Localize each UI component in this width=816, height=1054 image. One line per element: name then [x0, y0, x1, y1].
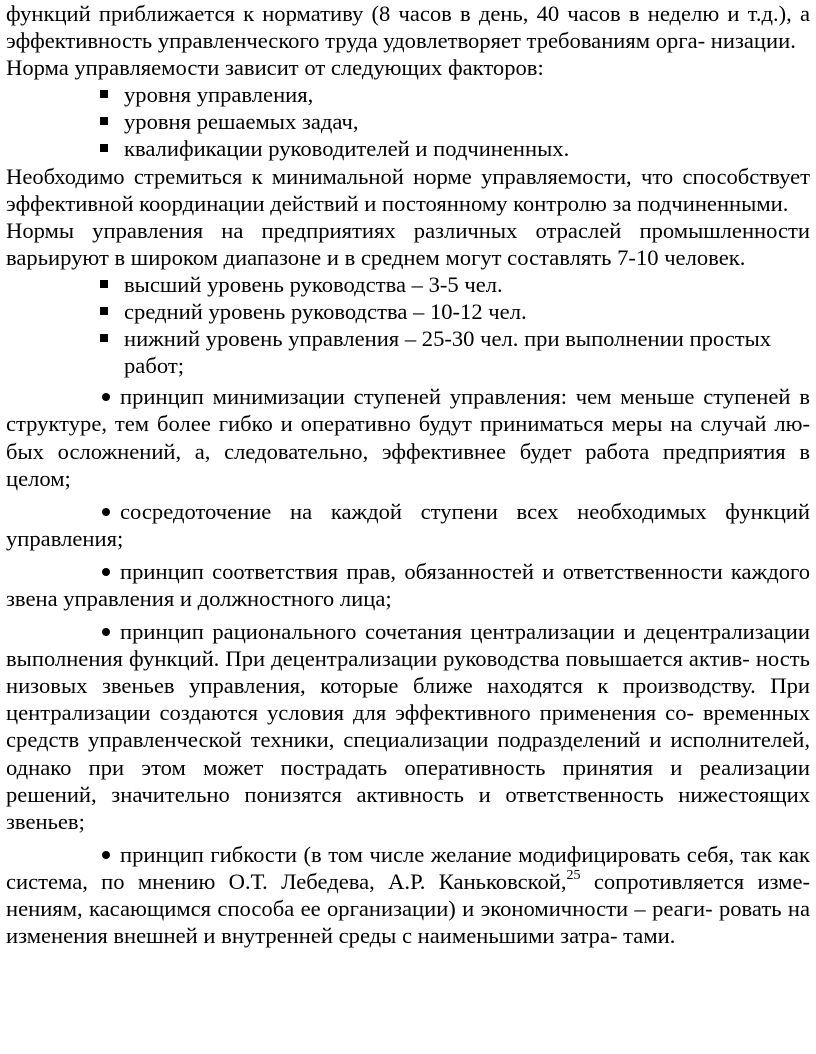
square-bullet-icon	[100, 280, 108, 288]
square-bullet-icon	[100, 334, 108, 342]
paragraph-norms-range: Нормы управления на предприятиях различных отраслей промышленности варьируют в широком диапазоне и в среднем могут составлять 7-10 человек.	[6, 217, 810, 270]
square-bullet-icon	[100, 90, 108, 98]
levels-list	[6, 271, 810, 379]
principle-item: принцип минимизации ступеней управления: чем меньше ступеней в структуре, тем более гибко и оперативно будут приниматься меры на случай лю-бых осложнений, а, следовательно, эффективнее будет работа предприятия в целом;	[6, 384, 810, 491]
footnote-ref: 25	[566, 867, 581, 883]
factors-list	[6, 81, 810, 162]
paragraph-intro: функций приближается к нормативу (8 часов в день, 40 часов в неделю и т.д.), а эффективность управленческого труда удовлетворяет требованиям орга- низации.	[6, 1, 810, 54]
list-item: квалификации руководителей и подчиненных.	[98, 135, 810, 162]
list-item: средний уровень руководства – 10-12 чел.	[98, 298, 810, 325]
list-item: уровня управления,	[98, 81, 810, 108]
round-bullet-icon	[102, 568, 110, 576]
principle-item: принцип гибкости (в том числе желание модифицировать себя, так как система, по мнению О.Т. Лебедева, А.Р. Каньковской,$^{25}$ сопротивляется изме- нениям, касающимся способа ее организации) и экономичности – реаги- ровать на изменения внешней и внутренней среды с наименьшими затра- тами.	[6, 841, 810, 949]
round-bullet-icon	[102, 393, 110, 401]
principle-item: принцип соответствия прав, обязанностей и ответственности каждого звена управления и должностного лица;	[6, 558, 810, 611]
square-bullet-icon	[100, 117, 108, 125]
paragraph-minimal-norm: Необходимо стремиться к минимальной норме управляемости, что способствует эффективной координации действий и постоянному контролю за подчиненными.	[6, 163, 810, 216]
list-item: уровня решаемых задач,	[98, 108, 810, 135]
principle-item: сосредоточение на каждой ступени всех необходимых функций управления;	[6, 498, 810, 551]
list-item: нижний уровень управления – 25-30 чел. при выполнении простых работ;	[98, 325, 810, 379]
square-bullet-icon	[100, 144, 108, 152]
square-bullet-icon	[100, 307, 108, 315]
round-bullet-icon	[102, 851, 110, 859]
round-bullet-icon	[102, 628, 110, 636]
principle-item: принцип рационального сочетания централизации и децентрализации выполнения функций. При децентрализации руководства повышается актив- ность низовых звеньев управления, которые ближе находятся к производству. При централизации создаются условия для эффективного применения со- временных средств управленческой техники, специализации подразделений и исполнителей, однако при этом может пострадать оперативность принятия и реализации решений, значительно понизятся активность и ответственность нижестоящих звеньев;	[6, 619, 810, 834]
round-bullet-icon	[102, 508, 110, 516]
list-item: высший уровень руководства – 3-5 чел.	[98, 271, 810, 298]
paragraph-factors-heading: Норма управляемости зависит от следующих факторов:	[6, 55, 544, 81]
